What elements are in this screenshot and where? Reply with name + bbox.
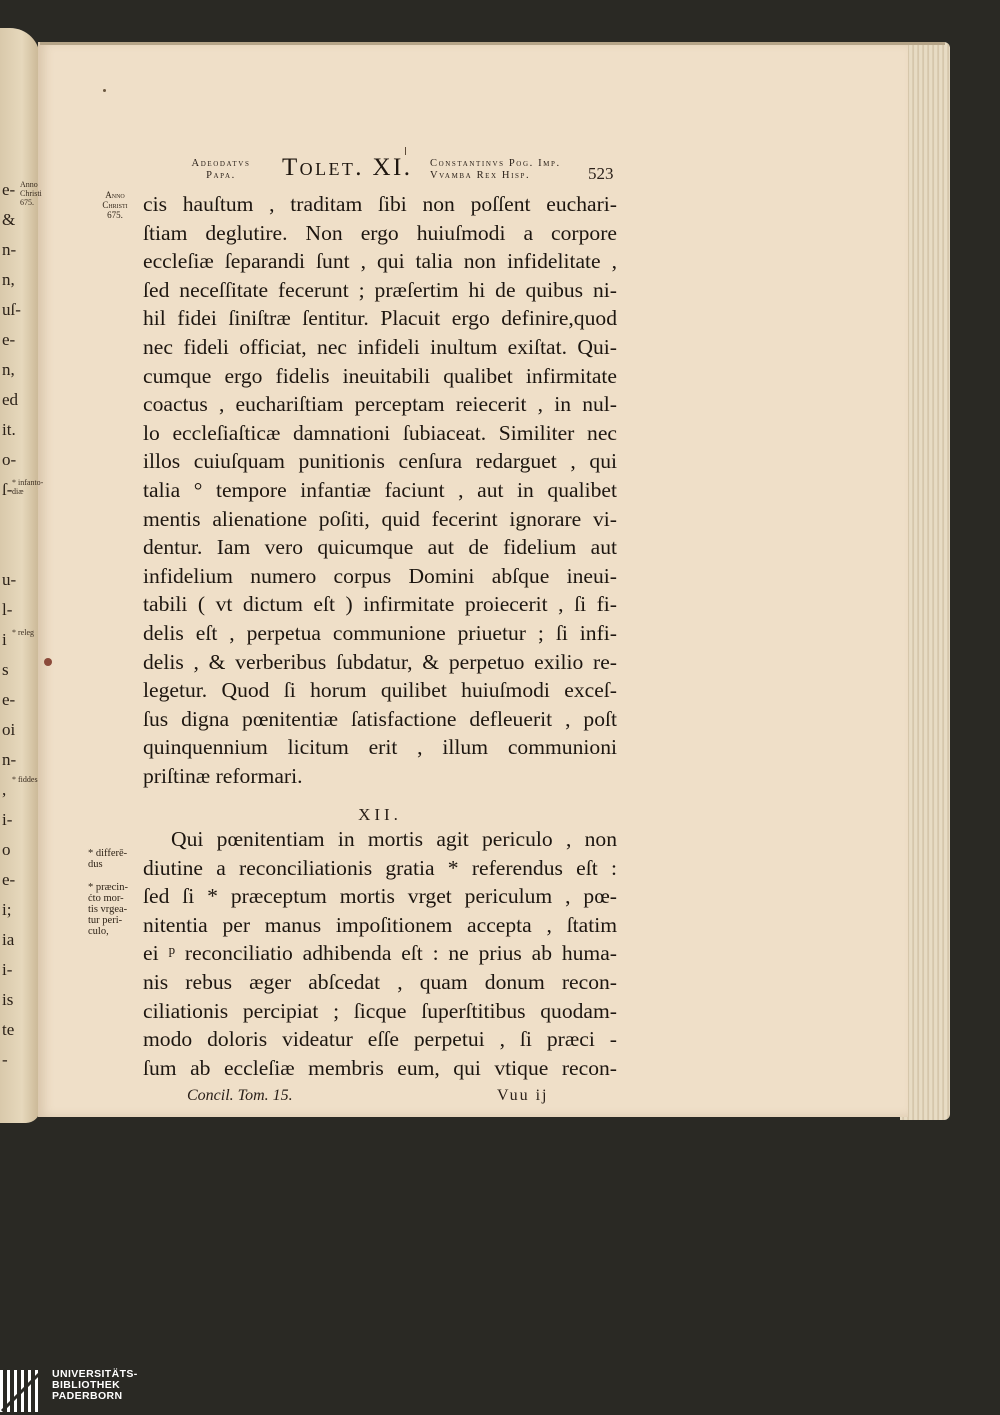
text-line: Qui pœnitentiam in mortis agit periculo , non bbox=[171, 827, 617, 851]
running-head bbox=[0, 154, 1000, 192]
facing-page-fragment: i; bbox=[2, 900, 12, 919]
library-logo-icon bbox=[0, 1370, 44, 1412]
facing-page-fragment: n, bbox=[2, 360, 15, 379]
text-line: cumque ergo fidelis ineuitabili qualibet infirmitate bbox=[143, 363, 617, 388]
facing-page-margin-note: * releg bbox=[12, 628, 34, 637]
facing-page-fragment: i bbox=[2, 630, 7, 649]
page-top-edge bbox=[40, 42, 945, 45]
facing-page-fragment: te bbox=[2, 1020, 15, 1039]
facing-page-fragment: oi bbox=[2, 720, 16, 739]
library-name bbox=[52, 1369, 138, 1402]
text-line: delis eſt , perpetua communione priuetur ; ſi infi- bbox=[143, 620, 617, 645]
facing-page-fragment: e- bbox=[2, 180, 16, 199]
text-line: coactus , euchariſtiam perceptam reiecerit , in nul- bbox=[143, 392, 617, 417]
facing-page-margin-note: * infanto- diæ bbox=[12, 478, 44, 496]
page-speck bbox=[103, 89, 106, 92]
facing-page-fragment: l- bbox=[2, 600, 13, 619]
running-head-pope: Adeodatvs Papa. bbox=[191, 158, 251, 181]
facing-page-fragment: ia bbox=[2, 930, 15, 949]
facing-page-fragment: & bbox=[2, 210, 16, 229]
library-name-line2: BIBLIOTHEK bbox=[52, 1379, 121, 1391]
running-head-left bbox=[176, 158, 266, 182]
text-line: modo doloris videatur eſſe perpetui , ſi præci - bbox=[143, 1027, 617, 1052]
facing-page-fragment: e- bbox=[2, 870, 16, 889]
text-line: ei ᵖ reconciliatio adhibenda eſt : ne prius ab huma- bbox=[143, 941, 617, 966]
running-head-right: Constantinvs Pog. Imp. Vvamba Rex Hisp. bbox=[430, 158, 561, 181]
facing-page-fragment: uſ- bbox=[2, 300, 21, 319]
facing-page-fragment: is bbox=[2, 990, 14, 1009]
footer-signature: Concil. Tom. 15. bbox=[187, 1087, 293, 1104]
facing-page-fragment: i- bbox=[2, 810, 13, 829]
facing-page-fragment: ſ- bbox=[2, 480, 13, 499]
text-line: legetur. Quod ſi horum quilibet huiuſmodi exceſ- bbox=[143, 678, 617, 703]
facing-page-fragment: ed bbox=[2, 390, 19, 409]
section-number: XII. bbox=[358, 805, 402, 824]
facing-page-fragment: - bbox=[2, 1050, 8, 1069]
text-line: illos cuiuſquam punitionis cenſura redarguet , qui bbox=[143, 449, 617, 474]
footer-catchword: Vuu ij bbox=[497, 1087, 549, 1104]
text-line: nec fideli officiat, nec infideli inultum exiſtat. Qui- bbox=[143, 334, 617, 359]
margin-year-note: Anno Christi 675. bbox=[102, 190, 128, 220]
text-line: delis , & verberibus ſubdatur, & perpetuo exilio re- bbox=[143, 649, 617, 674]
text-line: mentis alienatione poſiti, quid fecerint ignorare vi- bbox=[143, 506, 617, 531]
facing-page-fragment: o- bbox=[2, 450, 17, 469]
text-line: tabili ( vt dictum eſt ) infirmitate proiecerit , ſi fi- bbox=[143, 592, 617, 617]
library-name-line1: UNIVERSITÄTS- bbox=[52, 1368, 138, 1380]
text-line: dentur. Iam vero quicumque aut de fidelium aut bbox=[143, 535, 617, 560]
text-line: nis rebus æger abſcedat , quam donum recon- bbox=[143, 969, 617, 994]
section-text bbox=[143, 825, 617, 1082]
text-line: talia ° tempore infantiæ faciunt , aut in qualibet bbox=[143, 477, 617, 502]
margin-note-differendus: * differē- dus bbox=[88, 848, 128, 870]
facing-page-fragment: n- bbox=[2, 240, 17, 259]
text-line: nitentia per manus impoſitionem accepta , ſtatim bbox=[143, 912, 617, 937]
text-line: ſed neceſſitate fecerunt ; præſertim hi de quibus ni- bbox=[143, 277, 617, 302]
page-stain-dot bbox=[44, 658, 52, 666]
text-line: priſtinæ reformari. bbox=[143, 763, 303, 788]
text-line: infidelium numero corpus Domini abſque ineui- bbox=[143, 563, 617, 588]
facing-page-fragment: i- bbox=[2, 960, 13, 979]
library-footer-bar bbox=[0, 1363, 1000, 1415]
text-line: lo eccleſiaſticæ damnationi ſubiaceat. Similiter nec bbox=[143, 420, 617, 445]
text-line: ſtiam deglutire. Non ergo huiuſmodi a corpore bbox=[143, 220, 617, 245]
text-line: ſum ab eccleſiæ membris eum, qui vtique recon- bbox=[143, 1055, 617, 1080]
facing-page-year-note: Anno Christi 675. bbox=[20, 180, 42, 207]
text-line: diutine a reconciliationis gratia * referendus eſt : bbox=[143, 855, 617, 880]
facing-page-fragment: o bbox=[2, 840, 11, 859]
facing-page-fragment: n- bbox=[2, 750, 17, 769]
library-name-line3: PADERBORN bbox=[52, 1390, 123, 1402]
facing-page-fragment: e- bbox=[2, 330, 16, 349]
text-line: hil fidei ſiniſtræ ſentitur. Placuit ergo definire,quod bbox=[143, 306, 617, 331]
facing-page-fragment: , bbox=[2, 780, 7, 799]
facing-page-fragment: n, bbox=[2, 270, 15, 289]
facing-page-fragment: it. bbox=[2, 420, 16, 439]
text-line: ſus digna pœnitentiæ ſatisfactione defleuerit , poſt bbox=[143, 706, 617, 731]
facing-page-fragment: u- bbox=[2, 570, 17, 589]
facing-page-fragment: s bbox=[2, 660, 9, 679]
text-line: eccleſiæ ſeparandi ſunt , qui talia non infidelitate , bbox=[143, 249, 617, 274]
text-line: cis hauſtum , traditam ſibi non poſſent euchari- bbox=[143, 192, 617, 216]
text-line: ciliationis percipiat ; ſicque ſuperſtitibus quodam- bbox=[143, 998, 617, 1023]
text-line: quinquennium licitum erit , illum communioni bbox=[143, 735, 617, 760]
margin-note-praecincto: * præcin- ćto mor- tis vrgea- tur peri- culo, bbox=[88, 882, 128, 937]
page-number: 523 bbox=[588, 164, 614, 183]
facing-page-fragment: e- bbox=[2, 690, 16, 709]
running-head-title: Tolet. XI. bbox=[282, 154, 413, 181]
text-line: ſed ſi * præceptum mortis vrget periculum , pœ- bbox=[143, 884, 617, 909]
body-text bbox=[143, 190, 617, 790]
facing-page-margin-note: * fiddes bbox=[12, 775, 38, 784]
